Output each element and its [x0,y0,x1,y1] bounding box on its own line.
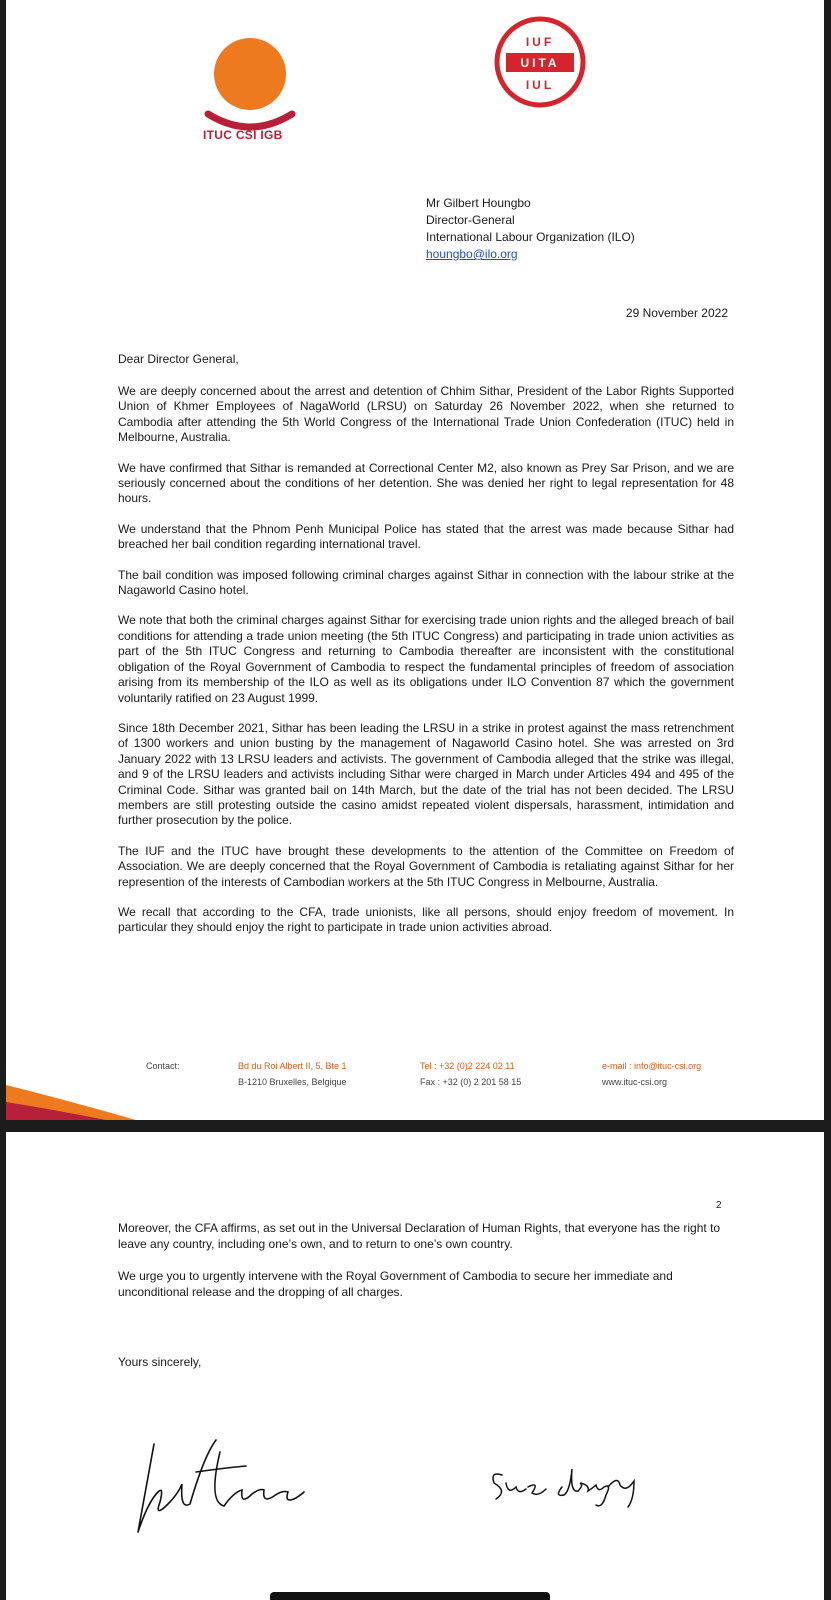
recipient-address [426,195,635,263]
page2-paragraph-1: Moreover, the CFA affirms, as set out in the Universal Declaration of Human Rights, that everyone has the right to leave any country, including one’s own, and to return to one’s own country. [118,1221,721,1251]
footer-address-line-1: Bd du Roi Albert II, 5, Bte 1 [238,1061,347,1071]
closing: Yours sincerely, [118,1355,202,1369]
letter-page-1 [6,0,824,1120]
footer-address-line-2: B-1210 Bruxelles, Belgique [238,1077,347,1087]
footer-contact-label: Contact: [146,1061,180,1071]
iuf-logo-line-1: IUF [525,35,555,49]
paragraph-3: We understand that the Phnom Penh Municipal Police has stated that the arrest was made because Sithar had breached her bail condition regarding international travel. [118,521,734,552]
footer-online [602,1058,701,1090]
iuf-logo-line-2: UITA [520,56,560,70]
paragraph-6: Since 18th December 2021, Sithar has been leading the LRSU in a strike in protest against the mass retrenchment of 1300 workers and union busting by the management of Nagaworld Casino hotel. She was arrested on 3rd January 2022 with 13 LRSU leaders and activists. The government of Cambodia alleged that the strike was illegal, and 9 of the LRSU leaders and activists including Sithar were charged in March under Articles 494 and 495 of the Criminal Code. Sithar was granted bail on 14th March, but the date of the trial has not been decided. The LRSU members are still protesting outside the casino amidst repeated violent dispersals, harassment, intimidation and further prosecution by the police. [118,720,734,828]
paragraph-8: We recall that according to the CFA, trade unionists, like all persons, should enjoy freedom of movement. In particular they should enjoy the right to participate in trade union activities abroad. [118,904,734,935]
footer-web[interactable]: www.ituc-csi.org [602,1077,668,1087]
paragraph-2: We have confirmed that Sithar is remanded at Correctional Center M2, also known as Prey Sar Prison, and we are seriously concerned about the conditions of her detention. She was denied her right to legal representation for 48 hours. [118,460,734,506]
viewer-scrollbar-handle[interactable] [270,1592,550,1600]
recipient-email-link[interactable]: houngbo@ilo.org [426,247,518,261]
signature-right [484,1457,654,1512]
ituc-logo-label: ITUC CSI IGB [203,128,283,142]
letter-body [118,384,734,951]
page2-body [118,1220,734,1316]
footer-phone [420,1058,521,1090]
recipient-org: International Labour Organization (ILO) [426,230,635,244]
footer-tel: Tel : +32 (0)2 224 02 11 [420,1061,515,1071]
paragraph-5: We note that both the criminal charges against Sithar for exercising trade union rights and the alleged breach of bail conditions for attending a trade union meeting (the 5th ITUC Congress) and participating in trade union activities as part of the 5th ITUC Congress and returning to Cambodia thereafter are inconsistent with the constitutional obligation of the Royal Government of Cambodia to respect the fundamental principles of freedom of association arising from its membership of the ILO as well as its obligations under ILO Convention 87 which the government voluntarily ratified on 23 August 1999. [118,613,734,705]
footer-fax: Fax : +32 (0) 2 201 58 15 [420,1077,522,1087]
letter-date: 29 November 2022 [625,306,728,320]
paragraph-7: The IUF and the ITUC have brought these developments to the attention of the Committee on Freedom of Association. We are deeply concerned that the Royal Government of Cambodia is retaliating against Sithar for her represention of the interests of Cambodian workers at the 5th ITUC Congress in Melbourne, Australia. [118,843,734,889]
letter-page-2 [6,1132,824,1600]
iuf-logo [494,16,586,108]
iuf-logo-line-3: IUL [525,78,555,92]
paragraph-1: We are deeply concerned about the arrest and detention of Chhim Sithar, President of the Labor Rights Supported Union of Khmer Employees of NagaWorld (LRSU) on Saturday 26 November 2022, when she returned to Cambodia after attending the 5th World Congress of the International Trade Union Confederation (ITUC) held in Melbourne, Australia. [118,384,734,445]
paragraph-4: The bail condition was imposed following criminal charges against Sithar in connection with the labour strike at the Nagaworld Casino hotel. [118,567,734,598]
footer-swoosh [6,1040,136,1120]
recipient-title: Director-General [426,213,515,227]
footer-email[interactable]: e-mail : info@ituc-csi.org [602,1061,702,1071]
page-number: 2 [716,1200,722,1211]
recipient-name: Mr Gilbert Houngbo [426,196,531,210]
page2-paragraph-2: We urge you to urgently intervene with the Royal Government of Cambodia to secure her immediate and unconditional release and the dropping of all charges. [118,1269,673,1299]
salutation: Dear Director General, [118,352,239,366]
signature-left [124,1432,314,1542]
footer-address [238,1058,347,1090]
